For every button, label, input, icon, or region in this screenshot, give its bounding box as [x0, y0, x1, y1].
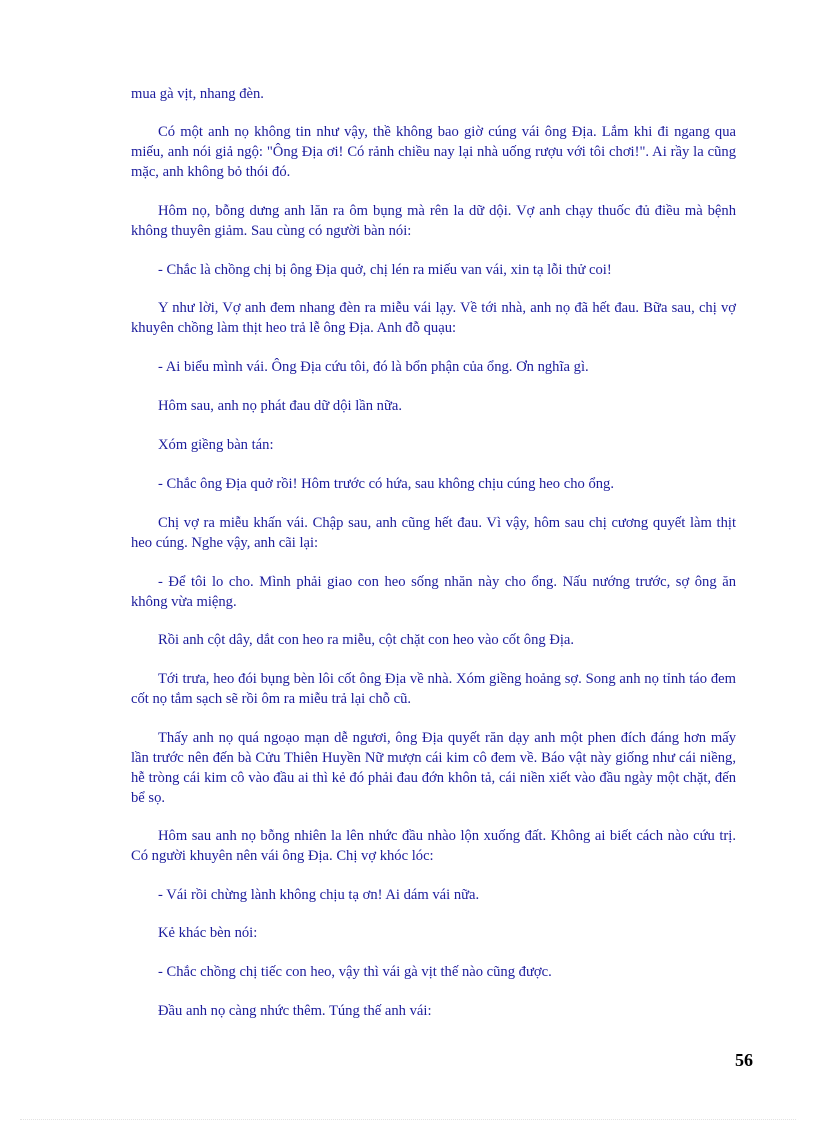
- paragraph-1: mua gà vịt, nhang đèn.: [131, 86, 264, 102]
- paragraph-11: - Để tôi lo cho. Mình phải giao con heo sống nhăn này cho ổng. Nấu nướng trước, sợ ông ăn không vừa miệng.: [131, 574, 736, 610]
- paragraph-10: Chị vợ ra miễu khấn vái. Chập sau, anh cũng hết đau. Vì vậy, hôm sau chị cương quyết làm thịt heo cúng. Nghe vậy, anh cãi lại:: [131, 515, 736, 551]
- paragraph-6: - Ai biểu mình vái. Ông Địa cứu tôi, đó là bổn phận của ổng. Ơn nghĩa gì.: [158, 359, 589, 375]
- paragraph-3: Hôm nọ, bỗng dưng anh lăn ra ôm bụng mà rên la dữ dội. Vợ anh chạy thuốc đủ điều mà bệnh không thuyên giảm. Sau cùng có người bàn nói:: [131, 203, 736, 239]
- paragraph-18: - Chắc chồng chị tiếc con heo, vậy thì vái gà vịt thế nào cũng được.: [158, 964, 552, 980]
- page-bottom-rule: [20, 1119, 796, 1120]
- paragraph-16: - Vái rồi chừng lành không chịu tạ ơn! Ai dám vái nữa.: [158, 887, 480, 903]
- paragraph-2: Có một anh nọ không tin như vậy, thề không bao giờ cúng vái ông Địa. Lắm khi đi ngang qua miếu, anh nói giả ngộ: "Ông Địa ơi! Có rảnh chiều nay lại nhà uống rượu với tôi chơi!". Ai rầy la cũng mặc, anh không bỏ thói đó.: [131, 124, 736, 180]
- paragraph-15: Hôm sau anh nọ bỗng nhiên la lên nhức đầu nhào lộn xuống đất. Không ai biết cách nào cứu trị. Có người khuyên nên vái ông Địa. Chị vợ khóc lóc:: [131, 828, 736, 864]
- paragraph-7: Hôm sau, anh nọ phát đau dữ dội lần nữa.: [158, 398, 403, 414]
- paragraph-4: - Chắc là chồng chị bị ông Địa quở, chị lén ra miếu van vái, xin tạ lỗi thử coi!: [158, 262, 612, 278]
- paragraph-9: - Chắc ông Địa quở rồi! Hôm trước có hứa, sau không chịu cúng heo cho ổng.: [158, 476, 614, 492]
- paragraph-14: Thấy anh nọ quá ngoạo mạn dễ ngươi, ông Địa quyết răn dạy anh một phen đích đáng hơn mấy lần trước nên đến bà Cửu Thiên Huyền Nữ mượn cái kim cô đem về. Báo vật này giống như cái niềng, hễ tròng cái kim cô vào đầu ai thì kẻ đó phải đau đớn khôn tả, cái niền xiết vào đầu ngày một chặt, đến bể sọ.: [131, 730, 736, 806]
- page-number: 56: [735, 1050, 753, 1070]
- paragraph-8: Xóm giềng bàn tán:: [158, 437, 274, 453]
- paragraph-5: Y như lời, Vợ anh đem nhang đèn ra miễu vái lạy. Về tới nhà, anh nọ đã hết đau. Bữa sau, chị vợ khuyên chồng làm thịt heo trả lễ ông Địa. Anh đỗ quạu:: [131, 300, 736, 336]
- paragraph-19: Đầu anh nọ càng nhức thêm. Túng thế anh vái:: [158, 1003, 432, 1019]
- paragraph-17: Kẻ khác bèn nói:: [158, 925, 258, 941]
- paragraph-12: Rồi anh cột dây, dắt con heo ra miễu, cột chặt con heo vào cốt ông Địa.: [158, 632, 575, 648]
- paragraph-13: Tới trưa, heo đói bụng bèn lôi cốt ông Địa về nhà. Xóm giềng hoảng sợ. Song anh nọ tỉnh táo đem cốt nọ tắm sạch sẽ rồi ôm ra miễu trả lại chỗ cũ.: [131, 671, 736, 707]
